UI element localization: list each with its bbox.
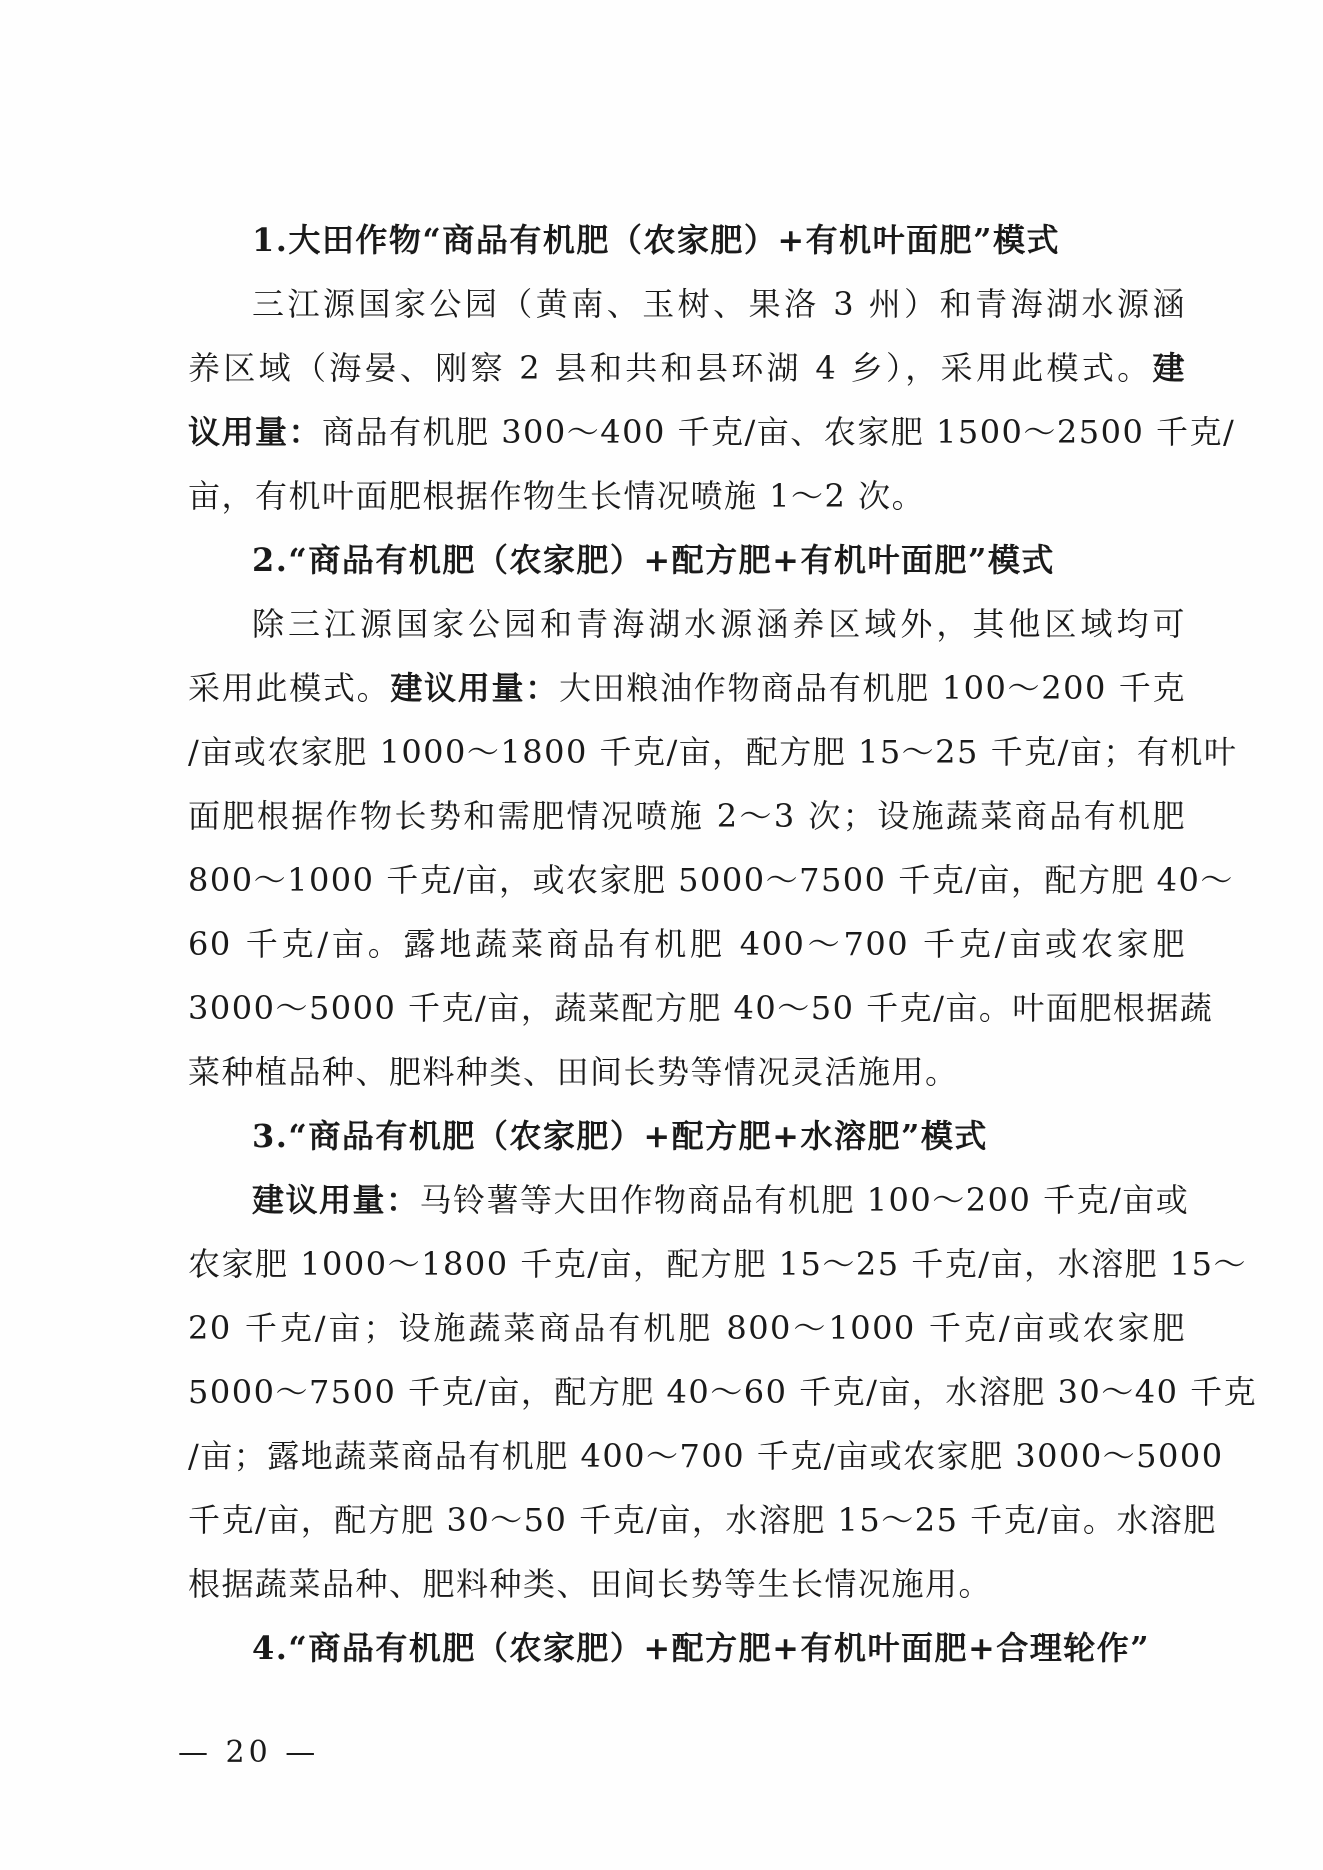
- section-3-line-5: /亩；露地蔬菜商品有机肥 400～700 千克/亩或农家肥 3000～5000: [188, 1437, 1224, 1475]
- section-3-line-3: 20 千克/亩；设施蔬菜商品有机肥 800～1000 千克/亩或农家肥: [188, 1309, 1186, 1347]
- section-1-line-1: 三江源国家公园（黄南、玉树、果洛 3 州）和青海湖水源涵: [252, 285, 1186, 323]
- section-2-line-8: 菜种植品种、肥料种类、田间长势等情况灵活施用。: [188, 1053, 959, 1091]
- section-1-line-2: [188, 336, 1186, 400]
- section-1-line-3: [188, 400, 1236, 464]
- section-2-line-6: 60 千克/亩。露地蔬菜商品有机肥 400～700 千克/亩或农家肥: [188, 925, 1186, 963]
- section-1-bold-label-start: 建: [1152, 349, 1186, 387]
- section-3-heading: 3.“商品有机肥（农家肥）+配方肥+水溶肥”模式: [252, 1117, 988, 1155]
- section-2-line-3: /亩或农家肥 1000～1800 千克/亩，配方肥 15～25 千克/亩；有机叶: [188, 733, 1238, 771]
- section-3-line-7: 根据蔬菜品种、肥料种类、田间长势等生长情况施用。: [188, 1565, 993, 1603]
- section-1-heading: 1.大田作物“商品有机肥（农家肥）+有机叶面肥”模式: [252, 221, 1061, 259]
- section-2-line-7: 3000～5000 千克/亩，蔬菜配方肥 40～50 千克/亩。叶面肥根据蔬: [188, 989, 1214, 1027]
- section-1-line-2-text: 养区域（海晏、刚察 2 县和共和县环湖 4 乡），采用此模式。: [188, 349, 1153, 387]
- section-2-line-5: 800～1000 千克/亩，或农家肥 5000～7500 千克/亩，配方肥 40～: [188, 861, 1234, 899]
- section-2-line-2: [188, 656, 1186, 720]
- section-3-line-4: 5000～7500 千克/亩，配方肥 40～60 千克/亩，水溶肥 30～40 千克: [188, 1373, 1258, 1411]
- section-3-line-1-text: 马铃薯等大田作物商品有机肥 100～200 千克/亩或: [419, 1181, 1190, 1219]
- section-1-line-3-text: 商品有机肥 300～400 千克/亩、农家肥 1500～2500 千克/: [322, 413, 1236, 451]
- section-3-line-2: 农家肥 1000～1800 千克/亩，配方肥 15～25 千克/亩，水溶肥 15～: [188, 1245, 1247, 1283]
- page-number: — 20 —: [178, 1735, 320, 1770]
- section-2-line-1: 除三江源国家公园和青海湖水源涵养区域外，其他区域均可: [252, 605, 1186, 643]
- section-2-line-4: 面肥根据作物长势和需肥情况喷施 2～3 次；设施蔬菜商品有机肥: [188, 797, 1186, 835]
- page-body: [188, 208, 1258, 1680]
- section-4-heading: 4.“商品有机肥（农家肥）+配方肥+有机叶面肥+合理轮作”: [252, 1629, 1151, 1667]
- section-1-bold-label-end: 议用量：: [188, 413, 323, 451]
- section-2-line-2-rest: 大田粮油作物商品有机肥 100～200 千克: [558, 669, 1186, 707]
- section-2-heading: 2.“商品有机肥（农家肥）+配方肥+有机叶面肥”模式: [252, 541, 1055, 579]
- section-3-bold-label: 建议用量：: [252, 1181, 420, 1219]
- section-2-bold-label: 建议用量：: [390, 669, 559, 707]
- section-3-line-1: [188, 1168, 1190, 1232]
- section-3-line-6: 千克/亩，配方肥 30～50 千克/亩，水溶肥 15～25 千克/亩。水溶肥: [188, 1501, 1217, 1539]
- section-2-line-2-text: 采用此模式。: [188, 669, 391, 707]
- section-1-line-4: 亩，有机叶面肥根据作物生长情况喷施 1～2 次。: [188, 477, 926, 515]
